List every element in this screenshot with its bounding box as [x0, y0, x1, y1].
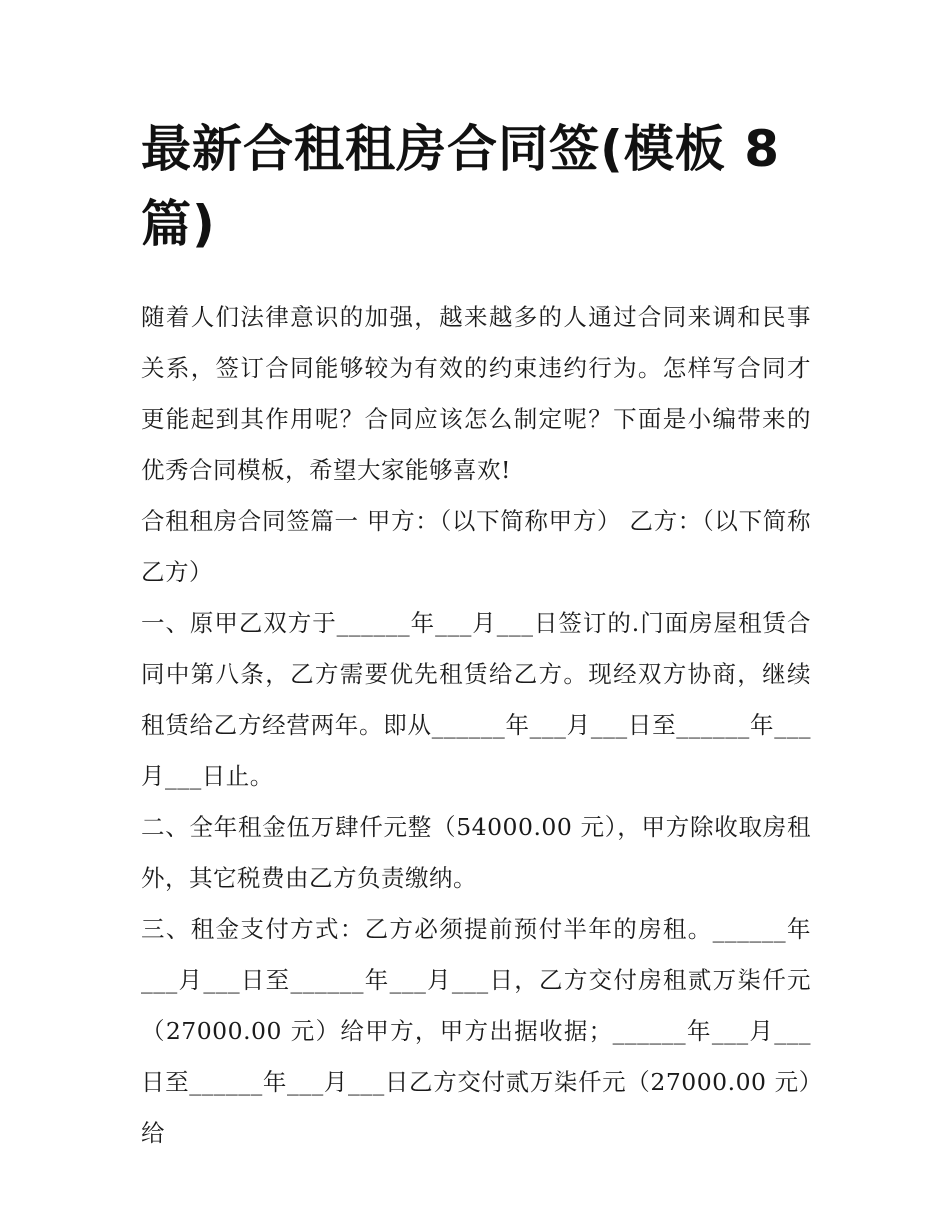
clause-one-paragraph: 一、原甲乙双方于______年___月___日签订的.门面房屋租赁合同中第八条，乙方需要优先租赁给乙方。现经双方协商，继续租赁给乙方经营两年。即从______年___月___日至______年___月___日止。 — [141, 609, 811, 790]
intro-paragraph: 随着人们法律意识的加强，越来越多的人通过合同来调和民事关系，签订合同能够较为有效的约束违约行为。怎样写合同才更能起到其作用呢？合同应该怎么制定呢？下面是小编带来的优秀合同模板，希望大家能够喜欢! — [141, 303, 811, 484]
document-page — [141, 112, 811, 1159]
parties-paragraph: 合租租房合同签篇一 甲方：（以下简称甲方） 乙方：（以下简称乙方） — [141, 507, 811, 586]
document-body — [141, 292, 811, 1159]
clause-three-paragraph: 三、租金支付方式：乙方必须提前预付半年的房租。______年___月___日至______年___月___日，乙方交付房租贰万柒仟元（27000.00 元）给甲方，甲方出据收据；______年___月___日至______年___月___日乙方交付贰万柒仟元（27000.00 元）给 — [141, 915, 811, 1147]
clause-two-paragraph: 二、全年租金伍万肆仟元整（54000.00 元），甲方除收取房租外，其它税费由乙方负责缴纳。 — [141, 813, 811, 892]
document-title: 最新合租租房合同签(模板 8 篇) — [141, 120, 781, 253]
